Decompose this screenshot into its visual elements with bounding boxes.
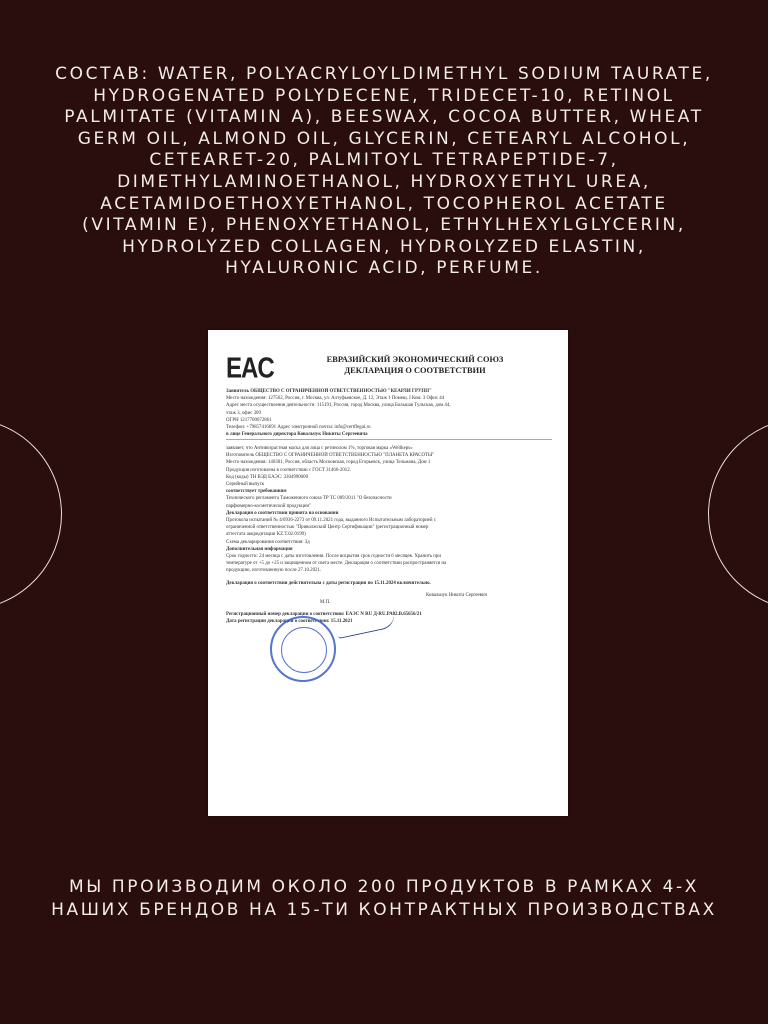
eac-logo: EAC bbox=[226, 352, 274, 385]
certificate-line: соответствует требованиям bbox=[226, 489, 287, 495]
production-info-line: НАШИХ БРЕНДОВ НА 15-ТИ КОНТРАКТНЫХ ПРОИЗВОДСТВАХ bbox=[51, 900, 717, 920]
certificate-line: Протокола испытаний № 4/0936-2273 от 09.11.2021 года, выданного Испытательным лабораторией с bbox=[226, 518, 436, 524]
certificate-line: заявляет, что Антивозрастная маска для лица с ретинолом 1%, торговая марка «Wellkeps» bbox=[226, 446, 413, 452]
ingredients-line: GERM OIL, ALMOND OIL, GLYCERIN, CETEARYL ALCOHOL, bbox=[77, 128, 691, 149]
certificate-line: температуре от +5 до +25 и защищенном от света месте. Декларация о соответствии распространяется на bbox=[226, 561, 447, 567]
certificate-line: Адрес места осуществления деятельности: 115191, Россия, город Москва, улица Большая Тульская, дом 44, bbox=[226, 403, 451, 409]
certificate-divider bbox=[226, 439, 552, 440]
certificate-line: Заявитель ОБЩЕСТВО С ОГРАНИЧЕННОЙ ОТВЕТСТВЕННОСТЬЮ "КЕАРЛИ ГРУПП" bbox=[226, 389, 432, 394]
certificate-line: Место нахождения: 127562, Россия, г. Москва, ул. Алтуфьевское, Д. 12, Этаж 1 Помещ. I Ком. 3 Офис 44 bbox=[226, 396, 445, 402]
certificate-line: Декларация о соответствии принята на основании bbox=[226, 510, 339, 516]
declaration-certificate-image bbox=[208, 330, 568, 816]
certificate-line: этаж 3, офис 309 bbox=[226, 410, 261, 416]
certificate-title-line: ДЕКЛАРАЦИЯ О СООТВЕТСТВИИ bbox=[344, 366, 486, 375]
certificate-line: Срок годности: 24 месяца с даты изготовления. После вскрытия срок годности 6 месяцев. Хранить при bbox=[226, 554, 441, 560]
certificate-line: ограниченной ответственностью "Приволжский Центр Сертификации" (регистрационный номер bbox=[226, 525, 429, 531]
ingredients-line: PALMITATE (VITAMIN A), BEESWAX, COCOA BUTTER, WHEAT bbox=[64, 107, 704, 128]
ingredients-line: HYALURONIC ACID, PERFUME. bbox=[225, 258, 543, 279]
certificate-line: продукцию, изготовленную после 27.10.2021. bbox=[226, 568, 322, 574]
production-info-line: МЫ ПРОИЗВОДИМ ОКОЛО 200 ПРОДУКТОВ В РАМКАХ 4-Х bbox=[69, 877, 699, 897]
seal-stamp-icon bbox=[270, 616, 336, 682]
certificate-line: Схема декларирования соответствия: 3д bbox=[226, 539, 310, 545]
certificate-line: Код (коды) ТН ВЭД ЕАЭС: 3304990000 bbox=[226, 474, 309, 480]
ingredients-line: (VITAMIN E), PHENOXYETHANOL, ETHYLHEXYLGLYCERIN, bbox=[82, 215, 686, 236]
certificate-title-line: ЕВРАЗИЙСКИЙ ЭКОНОМИЧЕСКИЙ СОЮЗ bbox=[326, 355, 504, 364]
certificate-line: Дополнительная информация bbox=[226, 546, 293, 552]
certificate-body bbox=[226, 388, 552, 626]
ingredients-line: СОСТАВ: WATER, POLYACRYLOYLDIMETHYL SODIUM TAURATE, bbox=[55, 64, 713, 84]
decorative-circle-right bbox=[708, 418, 768, 610]
certificate-line: Декларация о соответствии действительна с даты регистрации по 15.11.2024 включительно. bbox=[226, 580, 431, 586]
certificate-line: Телефон: +79857416691 Адрес электронной почты: info@certflegal.ru bbox=[226, 425, 371, 431]
certificate-line: Продукция изготовлена в соответствии с ГОСТ 31460-2012. bbox=[226, 467, 351, 473]
certificate-line: Дата регистрации декларации о соответствии: 15.11.2021 bbox=[226, 619, 353, 625]
certificate-signatory: Ковальчук Никита Сергеевич bbox=[426, 592, 488, 598]
ingredients-line: DIMETHYLAMINOETHANOL, HYDROXYETHYL UREA, bbox=[117, 171, 651, 192]
certificate-line: Изготовитель ОБЩЕСТВО С ОГРАНИЧЕННОЙ ОТВЕТСТВЕННОСТЬЮ "ПЛАНЕТА КРАСОТЫ" bbox=[226, 453, 435, 459]
certificate-line: парфюмерно-косметической продукции" bbox=[226, 503, 312, 509]
certificate-seal-label: М.П. bbox=[320, 600, 331, 606]
production-info-text bbox=[0, 876, 768, 922]
certificate-line: Место нахождения: 140301, Россия, область Московская, город Егорьевск, улица Тельмана, Дом 1 bbox=[226, 460, 431, 466]
certificate-line: Серийный выпуск bbox=[226, 482, 265, 488]
ingredients-line: CETEARET-20, PALMITOYL TETRAPEPTIDE-7, bbox=[149, 150, 619, 171]
certificate-line: Технического регламента Таможенного союза ТР ТС 009/2011 "О безопасности bbox=[226, 496, 392, 502]
decorative-circle-left bbox=[0, 418, 62, 610]
ingredients-line: ACETAMIDOETHOXYETHANOL, TOCOPHEROL ACETATE bbox=[100, 193, 668, 214]
certificate-line: Регистрационный номер декларации о соответствии: ЕАЭС N RU Д-RU.РА02.В.65656/21 bbox=[226, 612, 422, 618]
certificate-line: в лице Генерального директора Ковальчук Никиты Сергеевича bbox=[226, 432, 368, 438]
ingredients-line: HYDROLYZED COLLAGEN, HYDROLYZED ELASTIN, bbox=[122, 236, 646, 257]
ingredients-text bbox=[0, 64, 768, 280]
certificate-line: ОГРН 1217700072861 bbox=[226, 417, 272, 423]
ingredients-line: HYDROGENATED POLYDECENE, TRIDECET-10, RETINOL bbox=[93, 85, 675, 106]
certificate-title bbox=[280, 354, 550, 376]
certificate-line: аттестата аккредитации KZ.T.02.0199) bbox=[226, 532, 306, 538]
